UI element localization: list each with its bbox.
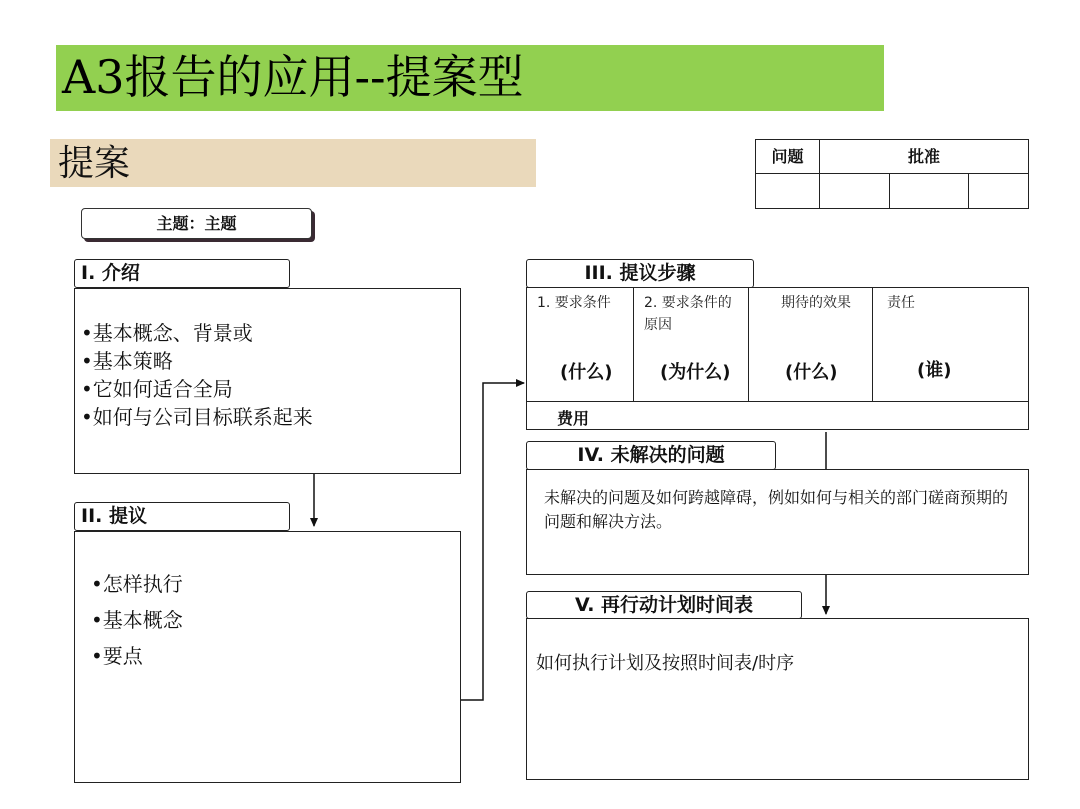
section-proposal-label: II. 提议 — [74, 502, 290, 531]
step-column-what: (什么) — [560, 362, 613, 383]
step-column-heading: 责任 — [887, 295, 915, 311]
list-item: •基本策略 — [81, 349, 173, 373]
list-item: •基本概念 — [91, 608, 183, 632]
step-column-heading: 期待的效果 — [781, 295, 851, 311]
list-item: •怎样执行 — [91, 572, 183, 596]
list-item: •如何与公司目标联系起来 — [81, 405, 313, 429]
approval-approve-header: 批准 — [820, 140, 1028, 174]
section-intro-label: I. 介绍 — [74, 259, 290, 288]
section-open-issues-label: IV. 未解决的问题 — [526, 441, 776, 470]
theme-box: 主题：主题 — [81, 208, 312, 239]
list-item: •它如何适合全局 — [81, 377, 233, 401]
step-column-what: (什么) — [785, 362, 838, 383]
page-title: A3报告的应用--提案型 — [62, 50, 524, 104]
step-column-what: (谁) — [917, 360, 952, 381]
cost-label: 费用 — [557, 409, 590, 428]
list-item: •要点 — [91, 644, 143, 668]
page-subtitle: 提案 — [58, 143, 131, 184]
approval-issue-header: 问题 — [756, 140, 820, 174]
section-action-plan-label: V. 再行动计划时间表 — [526, 591, 802, 619]
action-plan-text: 如何执行计划及按照时间表/时序 — [536, 653, 795, 674]
list-item: •基本概念、背景或 — [81, 321, 253, 345]
step-column-what: (为什么) — [660, 362, 731, 383]
open-issues-text: 未解决的问题及如何跨越障碍，例如如何与相关的部门磋商预期的问题和解决方法。 — [544, 488, 1009, 531]
step-column-heading: 2. 要求条件的原因 — [644, 295, 732, 333]
arrow-proposal-to-steps — [461, 383, 524, 700]
step-column-heading: 1. 要求条件 — [537, 295, 611, 311]
section-steps-label: III. 提议步骤 — [526, 259, 754, 288]
